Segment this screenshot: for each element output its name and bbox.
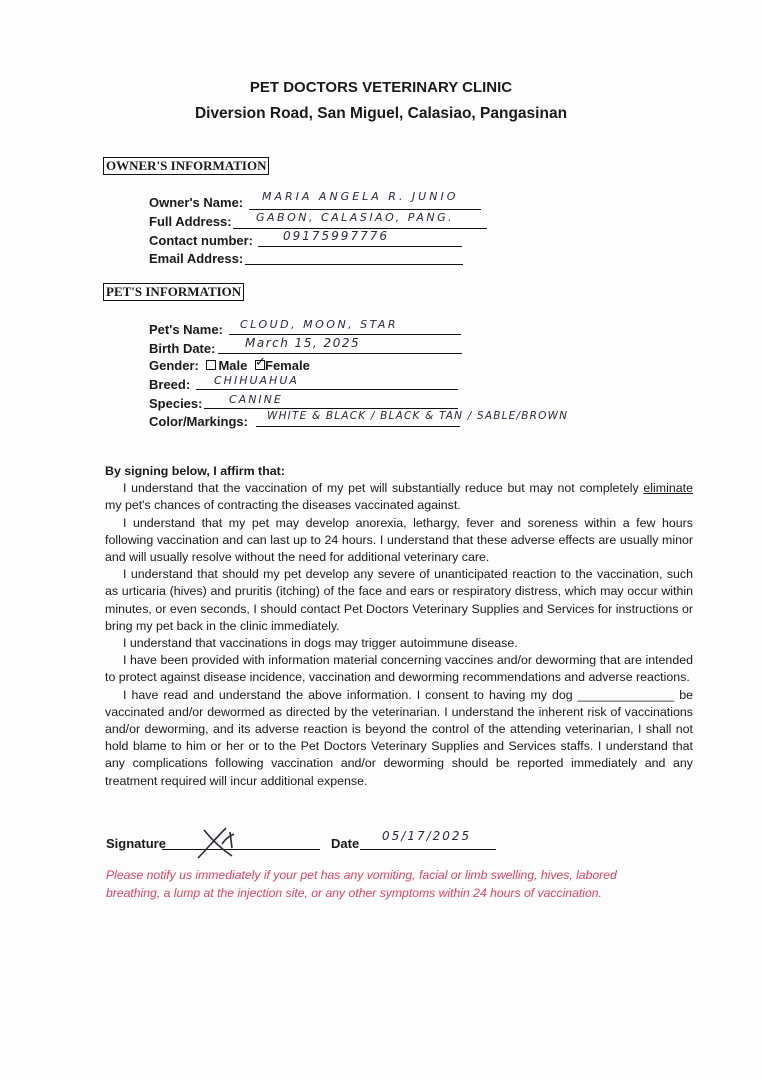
female-label: Female — [265, 358, 310, 373]
signature-mark — [192, 822, 242, 862]
owner-name-label: Owner's Name: — [149, 195, 244, 210]
owner-name-line — [249, 209, 481, 210]
species-label: Species: — [149, 396, 203, 411]
email-line — [245, 264, 463, 265]
consent-heading: By signing below, I affirm that: — [105, 464, 285, 478]
date-label: Date — [331, 836, 360, 851]
color-value: WHITE & BLACK / BLACK & TAN / SABLE/BROWN — [267, 410, 569, 422]
consent-paragraph-1: I understand that the vaccination of my pet will substantially reduce but may not completely eliminate my pet's chances of contracting the diseases vaccinated against. — [105, 481, 693, 513]
consent-paragraph-2: I understand that my pet may develop anorexia, lethargy, fever and soreness within a few hours following vaccination and can last up to 24 hours. I understand that these adverse effects are usually minor and will usually resolve without the need for additional veterinary care. — [105, 515, 693, 565]
male-checkbox[interactable] — [206, 360, 216, 370]
contact-label: Contact number: — [149, 233, 253, 248]
consent-paragraph-6: I have read and understand the above information. I consent to having my dog ______________ be vaccinated and/or dewormed as directed by the veterinarian. I understand the inherent risk of vaccinations and/or deworming, and its adverse reaction is beyond the control of the attending veterinarian, I shall not hold blame to him or her or to the Pet Doctors Veterinary Supplies and Services staffs. I understand that any complications following vaccination and/or deworming should be reported immediately and any treatment required will incur additional expense. — [105, 687, 693, 788]
consent-paragraph-5: I have been provided with information material concerning vaccines and/or deworming that are intended to protect against disease incidence, vaccination and deworming recommendations and adverse reactions. — [105, 653, 693, 685]
signature-label: Signature — [106, 836, 166, 851]
species-value: CANINE — [229, 393, 283, 406]
consent-text — [105, 463, 693, 790]
clinic-name: PET DOCTORS VETERINARY CLINIC — [249, 79, 513, 96]
contact-line — [258, 246, 462, 247]
address-value: GABON, CALASIAO, PANG. — [256, 211, 455, 224]
date-line[interactable] — [360, 849, 496, 850]
address-label: Full Address: — [149, 214, 232, 229]
birth-label: Birth Date: — [149, 341, 216, 356]
pet-name-value: CLOUD, MOON, STAR — [240, 318, 399, 331]
date-value: 05/17/2025 — [382, 829, 472, 843]
color-label: Color/Markings: — [149, 414, 248, 429]
pet-name-label: Pet's Name: — [149, 322, 223, 337]
pet-section-header: PET'S INFORMATION — [103, 283, 244, 301]
checkmark-icon: ✓ — [255, 354, 266, 369]
breed-value: CHIHUAHUA — [214, 374, 299, 387]
female-checkbox[interactable] — [255, 354, 266, 370]
consent-paragraph-3: I understand that should my pet develop any severe of unanticipated reaction to the vaccination, such as urticaria (hives) and pruritis (itching) of the face and ears or respiratory distress, which may occur within minutes, or even seconds, I should contact Pet Doctors Veterinary Supplies and Services for instructions or bring my pet back in the clinic immediately. — [105, 567, 693, 633]
owner-name-value: MARIA ANGELA R. JUNIO — [262, 190, 459, 203]
pet-name-line — [229, 334, 461, 335]
breed-line — [196, 389, 458, 390]
color-line — [256, 426, 460, 427]
email-label: Email Address: — [149, 251, 244, 266]
contact-value: 09175997776 — [283, 229, 389, 243]
clinic-address: Diversion Road, San Miguel, Calasiao, Pangasinan — [194, 105, 568, 122]
species-line — [204, 408, 458, 409]
consent-paragraph-4: I understand that vaccinations in dogs may trigger autoimmune disease. — [123, 636, 518, 651]
birth-value: March 15, 2025 — [245, 336, 361, 350]
owner-section-header: OWNER'S INFORMATION — [103, 157, 269, 175]
male-label: Male — [218, 358, 248, 373]
gender-label: Gender: — [149, 358, 199, 373]
notice-text: Please notify us immediately if your pet has any vomiting, facial or limb swelling, hives, labored breathing, a lump at the injection site, or any other symptoms within 24 hours of vaccination. — [106, 868, 617, 900]
gender-row — [149, 354, 310, 373]
breed-label: Breed: — [149, 377, 191, 392]
